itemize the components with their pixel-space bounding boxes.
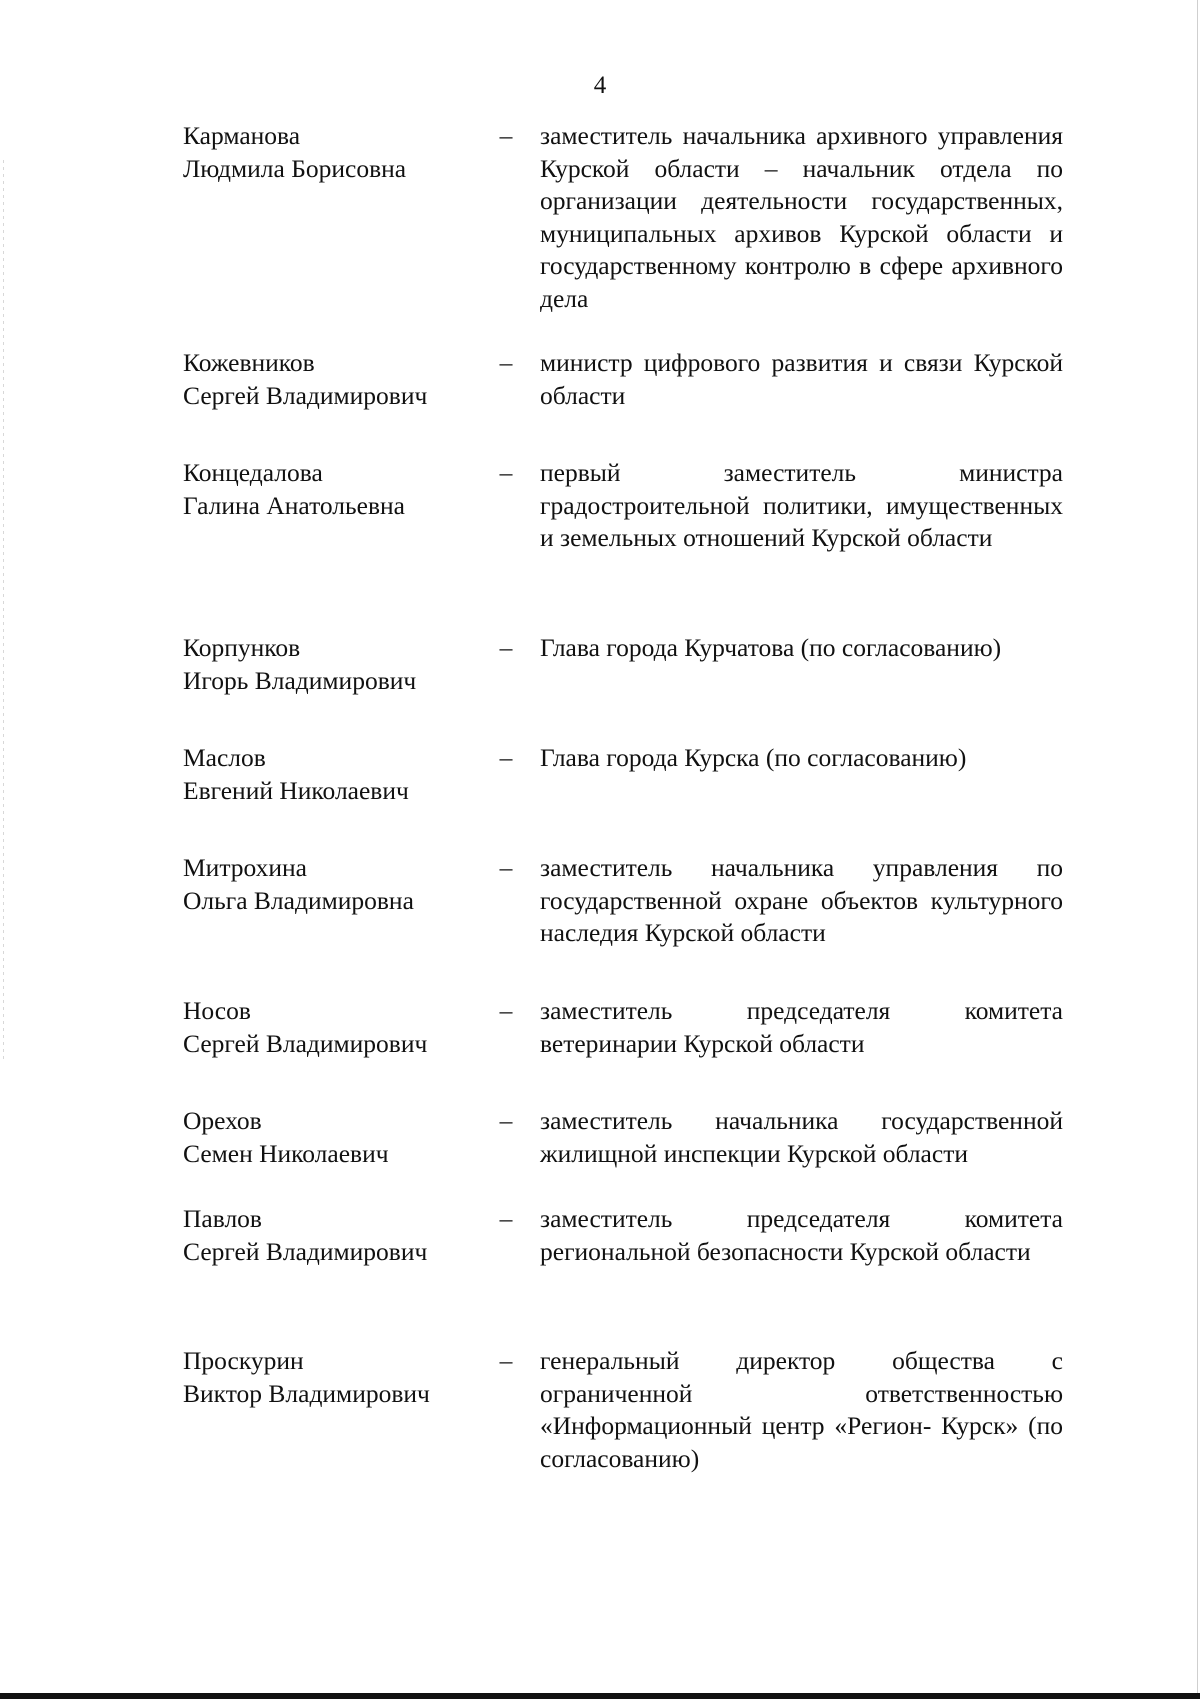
person-given-names: Игорь Владимирович [183,665,417,695]
person-position: Глава города Курска (по согласованию) [540,743,967,772]
scan-edge-bottom [0,1693,1200,1699]
person-surname: Корпунков [183,633,301,662]
separator-dash: – [499,1346,513,1375]
person-position: заместитель председателя комитета региональной безопасности Курской области [540,1204,1063,1266]
person-position: заместитель председателя комитета ветеринарии Курской области [540,996,1063,1058]
person-name [183,347,483,412]
scan-edge-left [3,160,4,1060]
person-name [183,457,483,522]
person-surname: Проскурин [183,1346,304,1375]
person-position: министр цифрового развития и связи Курской области [540,348,1063,410]
person-surname: Носов [183,996,251,1025]
person-given-names: Людмила Борисовна [183,153,407,183]
person-given-names: Галина Анатольевна [183,490,405,520]
person-position: заместитель начальника архивного управления Курской области – начальник отдела по организации деятельности государственных, муниципальных архивов Курской области и государственному контролю в сфере архивного дела [540,121,1063,313]
separator-dash: – [499,458,513,487]
person-given-names: Сергей Владимирович [183,1236,428,1266]
person-position: заместитель начальника управления по государственной охране объектов культурного наследия Курской области [540,853,1063,947]
separator-dash: – [499,348,513,377]
scan-edge-right [1197,0,1198,1699]
person-given-names: Евгений Николаевич [183,775,409,805]
separator-dash: – [499,1204,513,1233]
person-surname: Орехов [183,1106,262,1135]
person-name [183,632,483,697]
page-number: 4 [593,72,607,99]
person-surname: Концедалова [183,458,323,487]
person-name [183,995,483,1060]
person-position: заместитель начальника государственной жилищной инспекции Курской области [540,1106,1063,1168]
person-name [183,852,483,917]
separator-dash: – [499,853,513,882]
person-given-names: Семен Николаевич [183,1138,389,1168]
separator-dash: – [499,743,513,772]
separator-dash: – [499,633,513,662]
person-given-names: Ольга Владимировна [183,885,414,915]
separator-dash: – [499,996,513,1025]
person-name [183,742,483,807]
person-surname: Кожевников [183,348,315,377]
person-surname: Павлов [183,1204,262,1233]
person-surname: Карманова [183,121,301,150]
person-given-names: Виктор Владимирович [183,1378,430,1408]
separator-dash: – [499,1106,513,1135]
person-name [183,120,483,185]
person-position: первый заместитель министра градостроительной политики, имущественных и земельных отношений Курской области [540,458,1063,552]
person-surname: Митрохина [183,853,308,882]
person-name [183,1105,483,1170]
separator-dash: – [499,121,513,150]
person-position: Глава города Курчатова (по согласованию) [540,633,1002,662]
person-name [183,1345,483,1410]
person-given-names: Сергей Владимирович [183,1028,428,1058]
person-given-names: Сергей Владимирович [183,380,428,410]
person-surname: Маслов [183,743,266,772]
person-name [183,1203,483,1268]
person-position: генеральный директор общества с ограниченной ответственностью «Информационный центр «Регион- Курск» (по согласованию) [540,1346,1063,1473]
